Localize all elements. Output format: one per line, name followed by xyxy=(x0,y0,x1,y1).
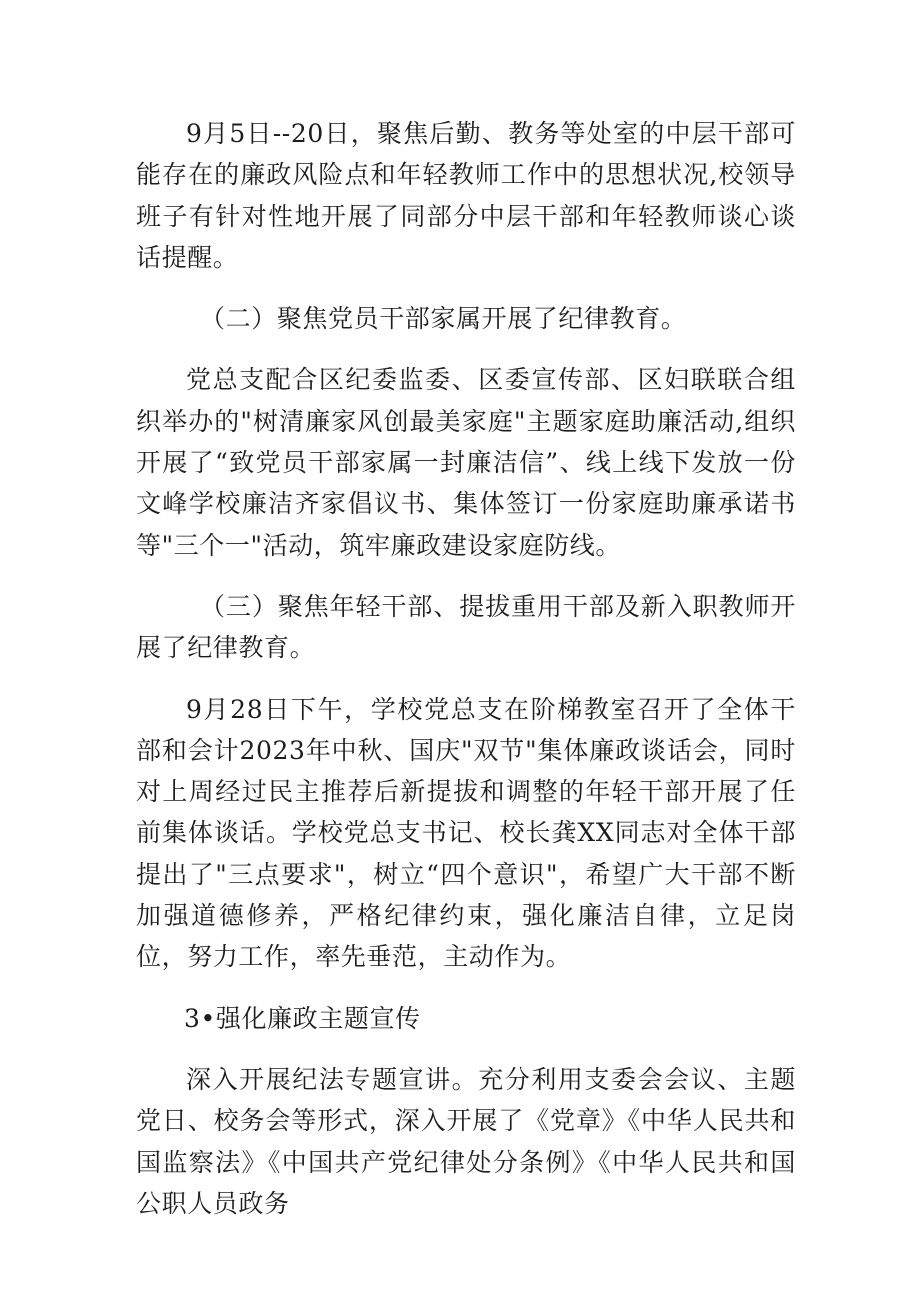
section-heading-family-education: （二）聚焦党员干部家属开展了纪律教育。 xyxy=(200,304,687,334)
paragraph-law-lecture: 深入开展纪法专题宣讲。充分利用支委会会议、主题党日、校务会等形式，深入开展了《党章》《中华人民共和国监察法》《中国共产党纪律处分条例》《中华人民共和国公职人员政务 xyxy=(136,1064,796,1218)
section-heading-publicity: 3•强化廉政主题宣传 xyxy=(184,1003,421,1033)
paragraph-talks: 9月5日--20日，聚焦后勤、教务等处室的中层干部可能存在的廉政风险点和年轻教师工作中的思想状况,校领导班子有针对性地开展了同部分中层干部和年轻教师谈心谈话提醒。 xyxy=(136,119,796,272)
section-heading-young-cadres: （三）聚焦年轻干部、提拔重用干部及新入职教师开展了纪律教育。 xyxy=(136,591,796,663)
paragraph-holiday-meeting: 9月28日下午，学校党总支在阶梯教室召开了全体干部和会计2023年中秋、国庆"双节"集体廉政谈话会，同时对上周经过民主推荐后新提拔和调整的年轻干部开展了任前集体谈话。学校党总支书记、校长龚XX同志对全体干部提出了"三点要求"，树立“四个意识"，希望广大干部不断加强道德修养，严格纪律约束，强化廉洁自律，立足岗位，努力工作，率先垂范，主动作为。 xyxy=(136,694,796,972)
paragraph-family-activity: 党总支配合区纪委监委、区委宣传部、区妇联联合组织举办的"树清廉家风创最美家庭"主题家庭助廉活动,组织开展了“致党员干部家属一封廉洁信”、线上线下发放一份文峰学校廉洁齐家倡议书、集体签订一份家庭助廉承诺书等"三个一"活动，筑牢廉政建设家庭防线。 xyxy=(136,365,796,560)
document-body xyxy=(136,113,796,1224)
